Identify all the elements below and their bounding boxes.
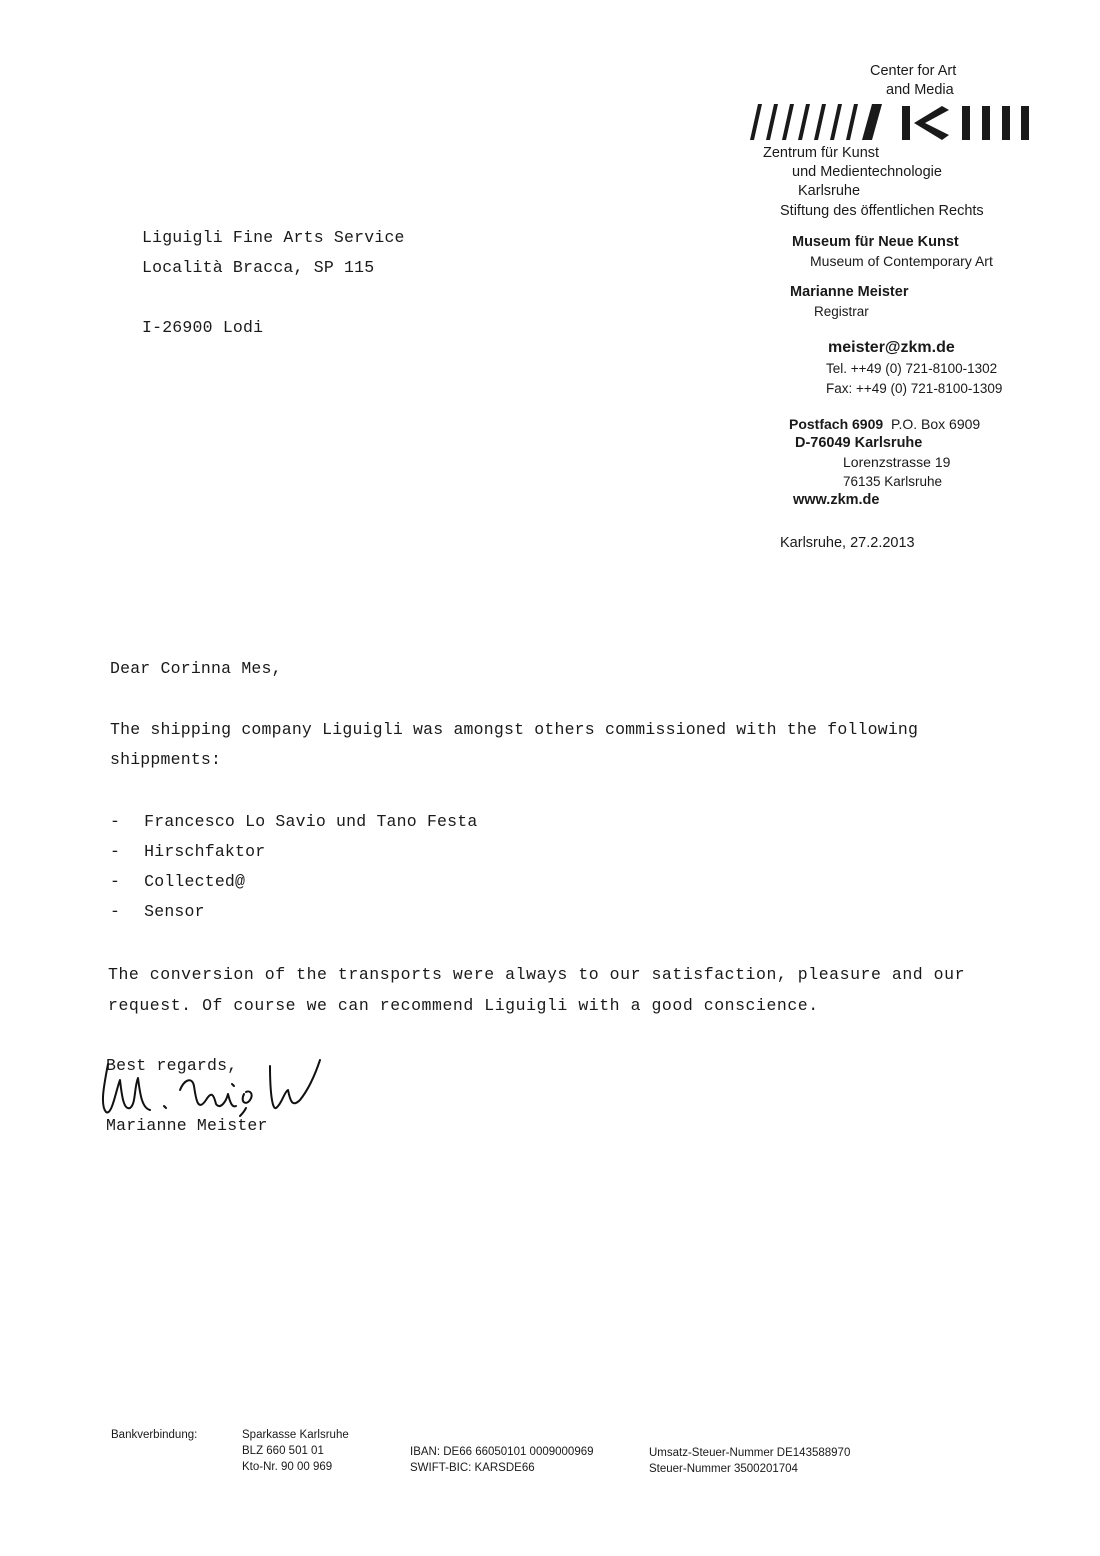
zkm-logo (744, 104, 1029, 140)
list-bullet: - (110, 902, 121, 921)
list-item (110, 872, 245, 891)
list-bullet: - (110, 812, 121, 831)
bank-account: Kto-Nr. 90 00 969 (242, 1461, 333, 1473)
contact-email: meister@zkm.de (828, 339, 955, 356)
street-city: 76135 Karlsruhe (843, 474, 943, 489)
bank-blz: BLZ 660 501 01 (242, 1445, 324, 1457)
org-name-de-line4: Stiftung des öffentlichen Rechts (780, 203, 984, 219)
vat-number: Umsatz-Steuer-Nummer DE143588970 (649, 1447, 851, 1459)
tax-number: Steuer-Nummer 3500201704 (649, 1463, 798, 1475)
postal-city: D-76049 Karlsruhe (795, 435, 923, 451)
museum-name-en: Museum of Contemporary Art (810, 253, 993, 269)
intro-line2: shippments: (110, 750, 222, 769)
bank-swift: SWIFT-BIC: KARSDE66 (410, 1462, 535, 1474)
closing-line2: request. Of course we can recommend Liguigli with a good conscience. (108, 996, 819, 1015)
list-item-text: Sensor (144, 902, 205, 921)
street-address: Lorenzstrasse 19 (843, 454, 951, 470)
postal-box (789, 415, 980, 434)
museum-name-de: Museum für Neue Kunst (792, 234, 959, 250)
bank-name: Sparkasse Karlsruhe (242, 1429, 349, 1441)
recipient-line1: Liguigli Fine Arts Service (142, 228, 405, 247)
list-bullet: - (110, 842, 121, 861)
website: www.zkm.de (793, 492, 880, 508)
bank-label: Bankverbindung: (111, 1429, 198, 1441)
recipient-line2: Località Bracca, SP 115 (142, 258, 375, 277)
list-item (110, 842, 265, 861)
closing-line1: The conversion of the transports were always to our satisfaction, pleasure and our (108, 965, 966, 984)
org-name-de-line1: Zentrum für Kunst (763, 145, 880, 161)
signer-name: Marianne Meister (106, 1116, 268, 1135)
org-name-de-line3: Karlsruhe (798, 183, 861, 199)
salutation: Dear Corinna Mes, (110, 659, 282, 678)
org-name-en-line1: Center for Art (870, 63, 957, 79)
list-item-text: Francesco Lo Savio und Tano Festa (144, 812, 478, 831)
intro-line1: The shipping company Liguigli was amongst others commissioned with the following (110, 720, 919, 739)
contact-tel: Tel. ++49 (0) 721-8100-1302 (826, 361, 998, 376)
contact-person-name: Marianne Meister (790, 284, 909, 300)
list-item (110, 902, 205, 921)
postfach: Postfach 6909 (789, 416, 884, 432)
contact-person-role: Registrar (814, 304, 869, 319)
org-name-de-line2: und Medientechnologie (792, 164, 942, 180)
bank-iban: IBAN: DE66 66050101 0009000969 (410, 1446, 594, 1458)
list-item (110, 812, 477, 831)
recipient-line3: I-26900 Lodi (142, 318, 264, 337)
org-name-en-line2: and Media (886, 82, 954, 98)
place-date: Karlsruhe, 27.2.2013 (780, 535, 915, 551)
list-item-text: Hirschfaktor (144, 842, 266, 861)
regards: Best regards, (106, 1056, 238, 1075)
po-box: P.O. Box 6909 (890, 416, 981, 432)
list-bullet: - (110, 872, 121, 891)
list-item-text: Collected@ (144, 872, 246, 891)
contact-fax: Fax: ++49 (0) 721-8100-1309 (826, 381, 1003, 396)
